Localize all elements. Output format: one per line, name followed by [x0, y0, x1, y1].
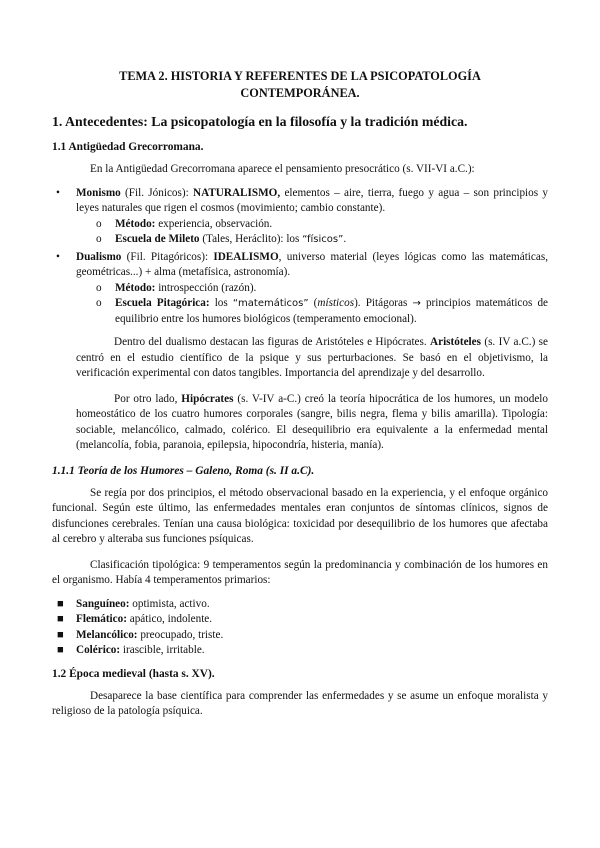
- dualismo-source: (Fil. Pitagóricos):: [121, 250, 214, 263]
- title-line-2: CONTEMPORÁNEA.: [240, 86, 360, 100]
- philosophy-list: [52, 186, 548, 328]
- hipocrates-name: Hipócrates: [181, 392, 234, 405]
- page-title: [52, 68, 548, 102]
- metodo-text: experiencia, observación.: [155, 217, 273, 230]
- aristoteles-name: Aristóteles: [430, 336, 481, 348]
- escuela-end: .: [343, 233, 347, 245]
- temperament-label: Flemático:: [76, 613, 127, 625]
- paragraph-text: Dentro del dualismo destacan las figuras de Aristóteles e Hipócrates.: [114, 336, 431, 348]
- monismo-text: [76, 186, 548, 217]
- list-item: [52, 643, 548, 659]
- list-item-monismo: [52, 186, 548, 248]
- temperament-text: irascible, irritable.: [120, 644, 205, 656]
- medieval-paragraph: Desaparece la base científica para comprender las enfermedades y se asume un enfoque moralista y religioso de la patología psíquica.: [52, 689, 548, 717]
- dualismo-text: [76, 250, 548, 281]
- temperament-label: Melancólico:: [76, 628, 138, 641]
- temperament-text: preocupado, triste.: [137, 628, 224, 641]
- paragraph-text: Por otro lado,: [114, 392, 182, 405]
- circle-bullet-icon: o: [96, 281, 102, 294]
- escuela-quote: “matemáticos”: [232, 298, 309, 309]
- escuela-italic: místicos: [317, 297, 355, 309]
- clasificacion-paragraph: Clasificación tipológica: 9 temperamentos según la predominancia y combinación de los humores en el organismo. Había 4 temperamentos primarios:: [52, 558, 548, 586]
- monismo-sublist: [76, 217, 548, 248]
- square-bullet-icon: ■: [57, 613, 64, 625]
- arrow-icon: →: [412, 298, 421, 309]
- section-1-2-heading: 1.2 Época medieval (hasta s. XV).: [52, 667, 215, 680]
- metodo-text: introspección (razón).: [155, 281, 257, 294]
- intro-paragraph: En la Antigüedad Grecorromana aparece el pensamiento presocrático (s. VII-VI a.C.):: [90, 163, 475, 175]
- escuela-text: (Tales, Heráclito): los: [199, 233, 303, 245]
- monismo-source: (Fil. Jónicos):: [120, 186, 194, 199]
- dualismo-term: Dualismo: [76, 250, 122, 263]
- document-page: [52, 68, 548, 720]
- aristoteles-paragraph: [76, 335, 548, 382]
- hipocrates-paragraph: [76, 392, 548, 454]
- circle-bullet-icon: o: [96, 233, 102, 245]
- monismo-desc: elementos – aire, tierra, fuego y agua – son principios y leyes naturales que rigen el cosmos (movimiento; cambio constante).: [76, 186, 548, 214]
- escuela-label: Escuela de Mileto: [115, 233, 200, 245]
- temperament-text: apático, indolente.: [126, 613, 213, 625]
- escuela-label: Escuela Pitagórica:: [115, 297, 210, 309]
- paren-close: ). Pitágoras: [354, 297, 413, 309]
- dualismo-desc: , universo material (leyes lógicas como las matemáticas, geométricas...) + alma (metafísica, astronomía).: [76, 250, 548, 278]
- monismo-term: Monismo: [76, 186, 121, 199]
- sub-item: [76, 281, 548, 297]
- circle-bullet-icon: o: [96, 217, 102, 230]
- paragraph-text: (s. IV a.C.) se centró en el estudio científico de la psique y sus perturbaciones. Se basó en el objetivismo, la verificación experimental con datos tangibles. Importancia del aprendizaje y del desarrollo.: [76, 336, 548, 379]
- escuela-quote: “físicos”: [302, 234, 344, 245]
- galeno-paragraph: Se regía por dos principios, el método observacional basado en la experiencia, y el enfoque orgánico funcional. Según este último, las enfermedades mentales eran conjuntos de síntomas clínicos, signos de disfunciones cerebrales. Tenían una causa biológica: toxicidad por desequilibrio de los humores que afectaba al cerebro y alteraba sus funciones psíquicas.: [52, 486, 548, 545]
- temperaments-list: [52, 597, 548, 659]
- section-1-1-heading: 1.1 Antigüedad Grecorromana.: [52, 141, 204, 153]
- temperament-text: optimista, activo.: [129, 597, 210, 610]
- square-bullet-icon: ■: [57, 597, 64, 610]
- list-item: [52, 597, 548, 613]
- title-line-1: TEMA 2. HISTORIA Y REFERENTES DE LA PSICOPATOLOGÍA: [119, 69, 481, 83]
- monismo-school: NATURALISMO,: [193, 186, 281, 199]
- section-1-1-1-heading: 1.1.1 Teoría de los Humores – Galeno, Roma (s. II a.C).: [52, 464, 315, 477]
- paren-open: (: [308, 297, 318, 309]
- sub-item: [76, 232, 548, 248]
- dualismo-sublist: [76, 281, 548, 328]
- temperament-label: Colérico:: [76, 644, 121, 656]
- bullet-icon: •: [56, 186, 60, 199]
- temperament-label: Sanguíneo:: [76, 597, 130, 610]
- list-item: [52, 628, 548, 644]
- escuela-text: los: [209, 297, 233, 309]
- sub-item: [76, 296, 548, 327]
- square-bullet-icon: ■: [57, 644, 64, 656]
- dualismo-school: IDEALISMO: [213, 250, 279, 263]
- bullet-icon: •: [56, 250, 60, 263]
- paragraph-text: (s. V-IV a-C.) creó la teoría hipocrática de los humores, un modelo homeostático de los cuatro humores corporales (sangre, bilis negra, flema y bilis amarilla). Tipología: sociable, melancólico, calmado, colérico. El desequilibrio era equivalente a la enfermedad mental (melancolía, fobia, paranoia, epilepsia, hipocondría, histeria, manía).: [76, 392, 548, 451]
- list-item: [52, 612, 548, 628]
- list-item-dualismo: [52, 250, 548, 328]
- circle-bullet-icon: o: [96, 297, 102, 309]
- sub-item: [76, 217, 548, 233]
- metodo-label: Método:: [115, 217, 156, 230]
- square-bullet-icon: ■: [57, 628, 64, 641]
- escuela-rest: principios matemáticos de equilibrio entre los humores biológicos (temperamento emocional).: [115, 297, 548, 325]
- metodo-label: Método:: [115, 281, 156, 294]
- section-1-heading: 1. Antecedentes: La psicopatología en la filosofía y la tradición médica.: [52, 114, 468, 129]
